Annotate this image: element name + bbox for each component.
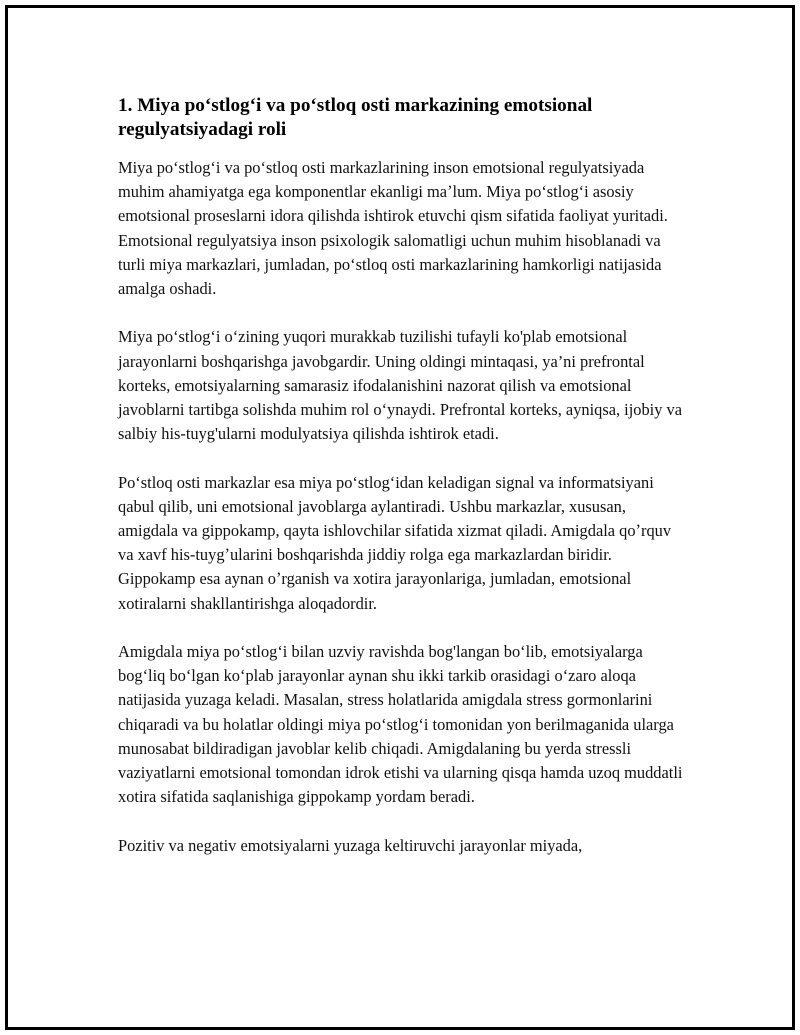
paragraph-1: Miya poʻstlogʻi va poʻstloq osti markazlarining inson emotsional regulyatsiyada muhim ahamiyatga ega komponentlar ekanligi maʼlum. Miya poʻstlogʻi asosiy emotsional proseslarni idora qilishda ishtirok etuvchi qism sifatida faoliyat yuritadi. Emotsional regulyatsiya inson psixologik salomatligi uchun muhim hisoblanadi va turli miya markazlari, jumladan, poʻstloq osti markazlarining hamkorligi natijasida amalga oshadi. <box>118 158 668 299</box>
paragraph-3: Poʻstloq osti markazlar esa miya poʻstlogʻidan keladigan signal va informatsiyani qabul qilib, uni emotsional javoblarga aylantiradi. Ushbu markazlar, xususan, amigdala va gippokamp, qayta ishlovchilar sifatida xizmat qiladi. Amigdala qoʼrquv va xavf his-tuygʼularini boshqarishda jiddiy rolga ega markazlardan biridir. Gippokamp esa aynan oʼrganish va xotira jarayonlariga, jumladan, emotsional xotiralarni shakllantirishga aloqadordir. <box>118 472 672 613</box>
paragraph-2: Miya poʻstlogʻi oʻzining yuqori murakkab tuzilishi tufayli ko'plab emotsional jarayonlarni boshqarishga javobgardir. Uning oldingi mintaqasi, ya’ni prefrontal korteks, emotsiyalarning samarasiz ifodalanishini nazorat qilish va emotsional javoblarni tartibga solishda muhim rol oʻynaydi. Prefrontal korteks, ayniqsa, ijobiy va salbiy his-tuyg'ularni modulyatsiya qilishda ishtirok etadi. <box>118 327 682 444</box>
paragraph-4: Amigdala miya poʻstlogʻi bilan uzviy ravishda bog'langan boʻlib, emotsiyalarga bogʻliq boʻlgan koʻplab jarayonlar aynan shu ikki tarkib orasidagi oʻzaro aloqa natijasida yuzaga keladi. Masalan, stress holatlarida amigdala stress gormonlarini chiqaradi va bu holatlar oldingi miya poʻstlogʻi tomonidan yon berilmaganida ularga munosabat bildiradigan javoblar kelib chiqadi. Amigdalaning bu yerda stressli vaziyatlarni emotsional tomondan idrok etishi va ularning qisqa hamda uzoq muddatli xotira sifatida saqlanishiga gippokamp yordam beradi. <box>118 642 683 807</box>
paragraph-5: Pozitiv va negativ emotsiyalarni yuzaga keltiruvchi jarayonlar miyada, <box>118 835 583 855</box>
document-body <box>118 94 688 882</box>
section-heading: 1. Miya poʻstlogʻi va poʻstloq osti markazining emotsional regulyatsiyadagi roli <box>118 95 593 140</box>
